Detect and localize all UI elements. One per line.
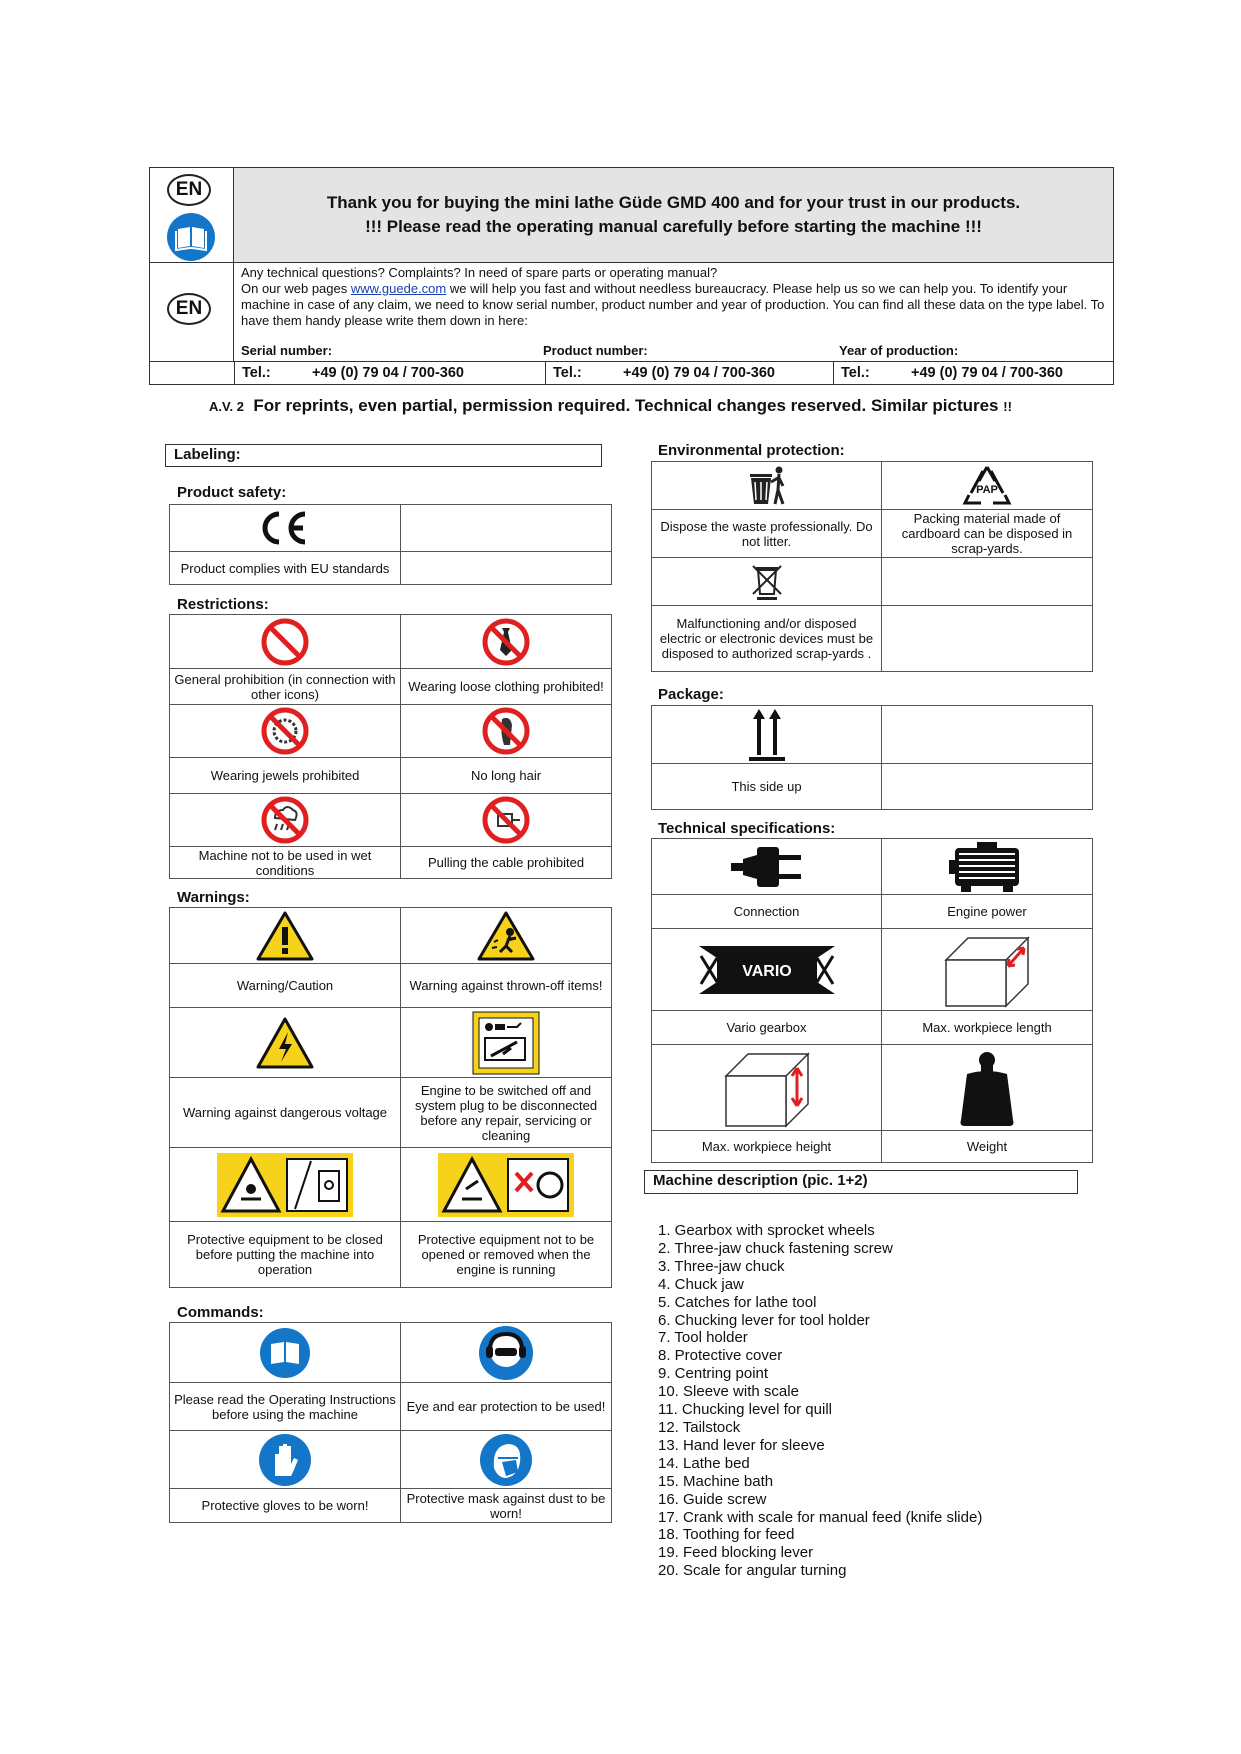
no-long-hair-icon xyxy=(401,705,612,758)
tech-caption: Engine power xyxy=(882,895,1093,929)
warnings-table xyxy=(169,907,612,1288)
tech-caption: Connection xyxy=(652,895,882,929)
tech-specs-title: Technical specifications: xyxy=(658,820,836,837)
restrictions-title: Restrictions: xyxy=(177,596,269,613)
no-jewels-icon xyxy=(170,705,401,758)
power-plug-icon xyxy=(652,839,882,895)
tech-caption: Weight xyxy=(882,1131,1093,1163)
list-item: 4. Chuck jaw xyxy=(658,1275,744,1293)
no-loose-clothing-icon xyxy=(401,615,612,669)
restriction-caption: Wearing loose clothing prohibited! xyxy=(401,669,612,705)
list-item: 12. Tailstock xyxy=(658,1418,741,1436)
eye-ear-protection-icon xyxy=(401,1323,612,1383)
list-item: 17. Crank with scale for manual feed (knife slide) xyxy=(658,1508,983,1526)
tel-cell: Tel.: +49 (0) 79 04 / 700-360 xyxy=(242,365,464,381)
list-item: 5. Catches for lathe tool xyxy=(658,1293,817,1311)
recycle-paper-icon xyxy=(882,462,1093,510)
list-item: 3. Three-jaw chuck xyxy=(658,1257,785,1275)
tech-specs-table xyxy=(651,838,1093,1163)
tech-caption: Vario gearbox xyxy=(652,1011,882,1045)
no-wet-conditions-icon xyxy=(170,794,401,847)
warning-caption: Protective equipment not to be opened or removed when the engine is running xyxy=(401,1222,612,1288)
do-not-open-protective-equipment-icon xyxy=(401,1148,612,1222)
tech-caption: Max. workpiece length xyxy=(882,1011,1093,1045)
package-title: Package: xyxy=(658,686,724,703)
svg-text:PAP: PAP xyxy=(976,483,998,496)
warning-caption: Protective equipment to be closed before putting the machine into operation xyxy=(170,1222,401,1288)
ce-caption: Product complies with EU standards xyxy=(170,552,401,585)
warnings-title: Warnings: xyxy=(177,889,250,906)
warning-caption: Warning/Caution xyxy=(170,964,401,1008)
warning-caution-icon xyxy=(170,908,401,964)
product-safety-table xyxy=(169,504,612,585)
gloves-icon xyxy=(170,1431,401,1489)
website-link[interactable]: www.guede.com xyxy=(350,281,447,296)
commands-table xyxy=(169,1322,612,1523)
environment-caption: Packing material made of cardboard can be disposed in scrap-yards. xyxy=(882,510,1093,558)
environment-caption: Malfunctioning and/or disposed electric or electronic devices must be disposed to authorized scrap-yards . xyxy=(652,606,882,672)
machine-description-list xyxy=(658,1222,982,1580)
header-box xyxy=(149,167,1114,385)
commands-title: Commands: xyxy=(177,1304,264,1321)
list-item: 6. Chucking lever for tool holder xyxy=(658,1311,870,1329)
restrictions-table xyxy=(169,614,612,879)
unplug-before-service-icon xyxy=(401,1008,612,1078)
list-item: 15. Machine bath xyxy=(658,1472,774,1490)
read-manual-icon xyxy=(170,1323,401,1383)
svg-text:VARIO: VARIO xyxy=(741,962,792,980)
max-workpiece-height-icon xyxy=(652,1045,882,1131)
warning-caption: Warning against dangerous voltage xyxy=(170,1078,401,1148)
tel-cell: Tel.: +49 (0) 79 04 / 700-360 xyxy=(553,365,775,381)
waste-bin-icon xyxy=(652,462,882,510)
product-number-label: Product number: xyxy=(543,343,648,358)
tech-caption: Max. workpiece height xyxy=(652,1131,882,1163)
dangerous-voltage-icon xyxy=(170,1008,401,1078)
max-workpiece-length-icon xyxy=(882,929,1093,1011)
environmental-table xyxy=(651,461,1093,672)
info-paragraph: On our web pages www.guede.com we will help you fast and without needless bureaucracy. Please help us so we can help you. To identify your machine in case of any claim, we need to know serial number, product number and year of production. You can find all these data on the type label. To have them handy please write them down in here: xyxy=(241,281,1105,328)
language-badge: EN xyxy=(167,293,211,325)
header-badges-top xyxy=(150,168,234,263)
command-caption: Eye and ear protection to be used! xyxy=(401,1383,612,1431)
restriction-caption: Machine not to be used in wet conditions xyxy=(170,847,401,879)
engine-power-icon xyxy=(882,839,1093,895)
list-item: 16. Guide screw xyxy=(658,1490,767,1508)
product-safety-title: Product safety: xyxy=(177,484,287,501)
restriction-caption: Wearing jewels prohibited xyxy=(170,758,401,794)
language-badge: EN xyxy=(167,174,211,206)
list-item: 18. Toothing for feed xyxy=(658,1526,795,1544)
list-item: 20. Scale for angular turning xyxy=(658,1562,847,1580)
prohibition-icon xyxy=(170,615,401,669)
year-label: Year of production: xyxy=(839,343,959,358)
command-caption: Protective mask against dust to be worn! xyxy=(401,1489,612,1523)
tel-cell: Tel.: +49 (0) 79 04 / 700-360 xyxy=(841,365,1063,381)
this-side-up-icon xyxy=(652,706,882,764)
list-item: 19. Feed blocking lever xyxy=(658,1544,814,1562)
warning-caption: Warning against thrown-off items! xyxy=(401,964,612,1008)
list-item: 13. Hand lever for sleeve xyxy=(658,1436,825,1454)
machine-description-title: Machine description (pic. 1+2) xyxy=(644,1170,1078,1194)
list-item: 14. Lathe bed xyxy=(658,1454,750,1472)
command-caption: Please read the Operating Instructions before using the machine xyxy=(170,1383,401,1431)
weee-crossed-bin-icon xyxy=(652,558,882,606)
package-caption: This side up xyxy=(652,764,882,810)
package-table xyxy=(651,705,1093,810)
no-pulling-cable-icon xyxy=(401,794,612,847)
list-item: 1. Gearbox with sprocket wheels xyxy=(658,1222,875,1239)
thrown-off-items-icon xyxy=(401,908,612,964)
environmental-title: Environmental protection: xyxy=(658,442,845,459)
restriction-caption: Pulling the cable prohibited xyxy=(401,847,612,879)
command-caption: Protective gloves to be worn! xyxy=(170,1489,401,1523)
list-item: 8. Protective cover xyxy=(658,1347,783,1365)
read-manual-icon xyxy=(167,213,215,261)
vario-gearbox-icon xyxy=(652,929,882,1011)
header-badges-bottom xyxy=(150,263,234,362)
weight-icon xyxy=(882,1045,1093,1131)
tel-row xyxy=(150,361,1113,384)
restriction-caption: No long hair xyxy=(401,758,612,794)
header-title-line2: !!! Please read the operating manual carefully before starting the machine !!! xyxy=(365,217,982,236)
warning-caption: Engine to be switched off and system plug to be disconnected before any repair, servicing or cleaning xyxy=(401,1078,612,1148)
reprint-notice: A.V. 2 For reprints, even partial, permission required. Technical changes reserved. Similar pictures !! xyxy=(209,396,1012,415)
environment-caption: Dispose the waste professionally. Do not litter. xyxy=(652,510,882,558)
dust-mask-icon xyxy=(401,1431,612,1489)
list-item: 10. Sleeve with scale xyxy=(658,1383,799,1401)
list-item: 7. Tool holder xyxy=(658,1329,748,1347)
ce-mark-icon xyxy=(170,505,401,552)
close-protective-equipment-icon xyxy=(170,1148,401,1222)
list-item: 9. Centring point xyxy=(658,1365,769,1383)
list-item: 11. Chucking level for quill xyxy=(658,1401,832,1419)
header-info xyxy=(234,263,1113,362)
list-item: 2. Three-jaw chuck fastening screw xyxy=(658,1239,893,1257)
serial-number-label: Serial number: xyxy=(241,343,333,358)
header-title-line1: Thank you for buying the mini lathe Güde GMD 400 and for your trust in our products. xyxy=(326,193,1021,212)
restriction-caption: General prohibition (in connection with other icons) xyxy=(170,669,401,705)
labeling-title: Labeling: xyxy=(165,444,602,467)
info-line: Any technical questions? Complaints? In need of spare parts or operating manual? xyxy=(241,265,718,280)
header-title xyxy=(234,168,1113,263)
